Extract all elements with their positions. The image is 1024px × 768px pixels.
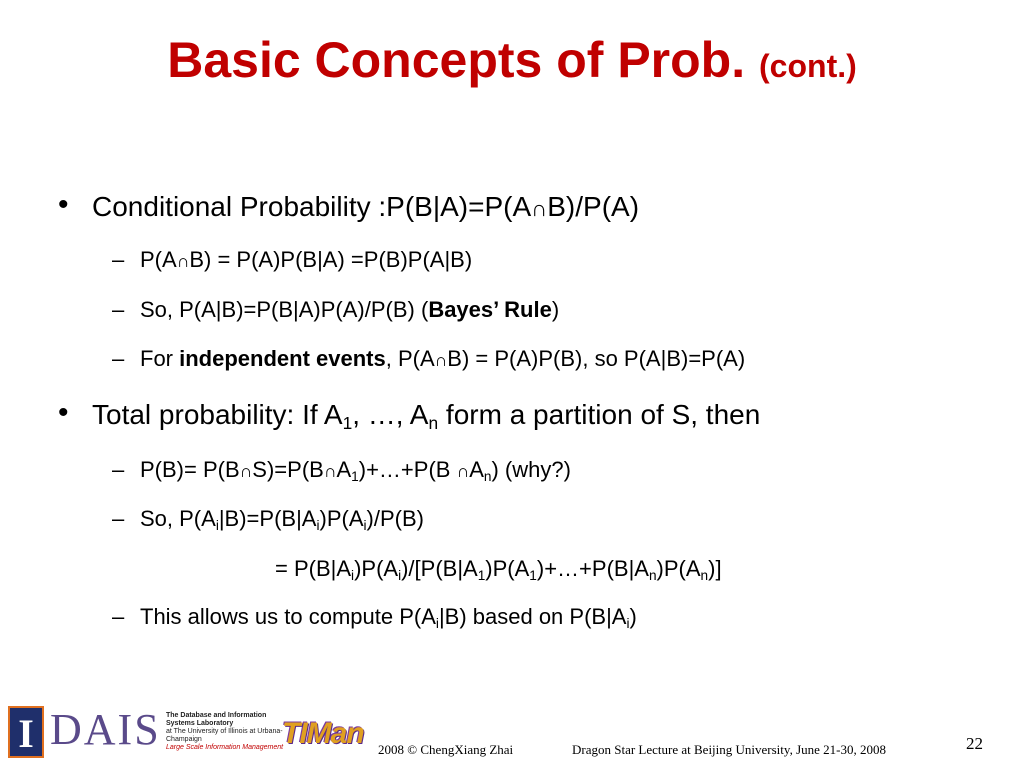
illinois-logo: I (8, 706, 44, 758)
dash-marker: – (112, 457, 125, 482)
sub-bullet-independent-events: For independent events, P(A∩B) = P(A)P(B), so P(A|B)=P(A) (140, 346, 746, 371)
dash-marker: – (112, 247, 125, 272)
dais-logo: DAIS (50, 705, 161, 754)
posterior-expansion: = $P(B|A_i)P(A_i)/[P(B|A_1)P(A_1)+\dots+P(B|A_n)P(A_n)]$ (275, 556, 722, 584)
footer-copyright: 2008 © ChengXiang Zhai (378, 742, 514, 757)
dash-marker: – (112, 604, 125, 629)
sub-bullet-posterior: So, $P(A_i|B)=P(B|A_i)P(A_i)/P(B)$ (140, 506, 424, 534)
timan-logo: TIMan (282, 717, 364, 750)
dais-lab-caption: The Database and Information Systems Laboratory at The University of Illinois at Urbana-Champaign Large Scale Information Management (166, 712, 284, 751)
dash-marker: – (112, 297, 125, 322)
footer-lecture: Dragon Star Lecture at Beijing University, June 21-30, 2008 (572, 742, 886, 757)
sub-bullet-total-probability-formula: $P(B)= P(B\cap S)=P(B\cap A_1)+\dots+P(B$ $\cap A_n$) (why?) (140, 457, 571, 485)
slide-title-suffix: (cont.) (759, 48, 857, 84)
slide-title-main: Basic Concepts of Prob. (167, 32, 746, 88)
bullet-conditional-probability: Conditional Probability :P(B|A)=P(A∩B)/P(A) (92, 191, 640, 222)
slide-footer (0, 700, 1024, 768)
dash-marker: – (112, 506, 125, 531)
bullet-marker: • (58, 396, 69, 429)
page-number: 22 (966, 734, 983, 753)
dash-marker: – (112, 346, 125, 371)
bullet-total-probability: Total probability: If $A_1$, …, $A_n$ form a partition of S, then (92, 399, 761, 434)
sub-bullet-bayes-rule: So, P(A|B)=P(B|A)P(A)/P(B) (Bayes’ Rule) (140, 297, 560, 322)
sub-bullet-compute-posterior: This allows us to compute $P(A_i|B)$ based on $P(B|A_i)$ (140, 604, 637, 632)
slide-title (0, 30, 1024, 96)
bullet-marker: • (58, 188, 69, 221)
sub-bullet-intersection: P(A∩B) = P(A)P(B|A) =P(B)P(A|B) (140, 247, 473, 272)
